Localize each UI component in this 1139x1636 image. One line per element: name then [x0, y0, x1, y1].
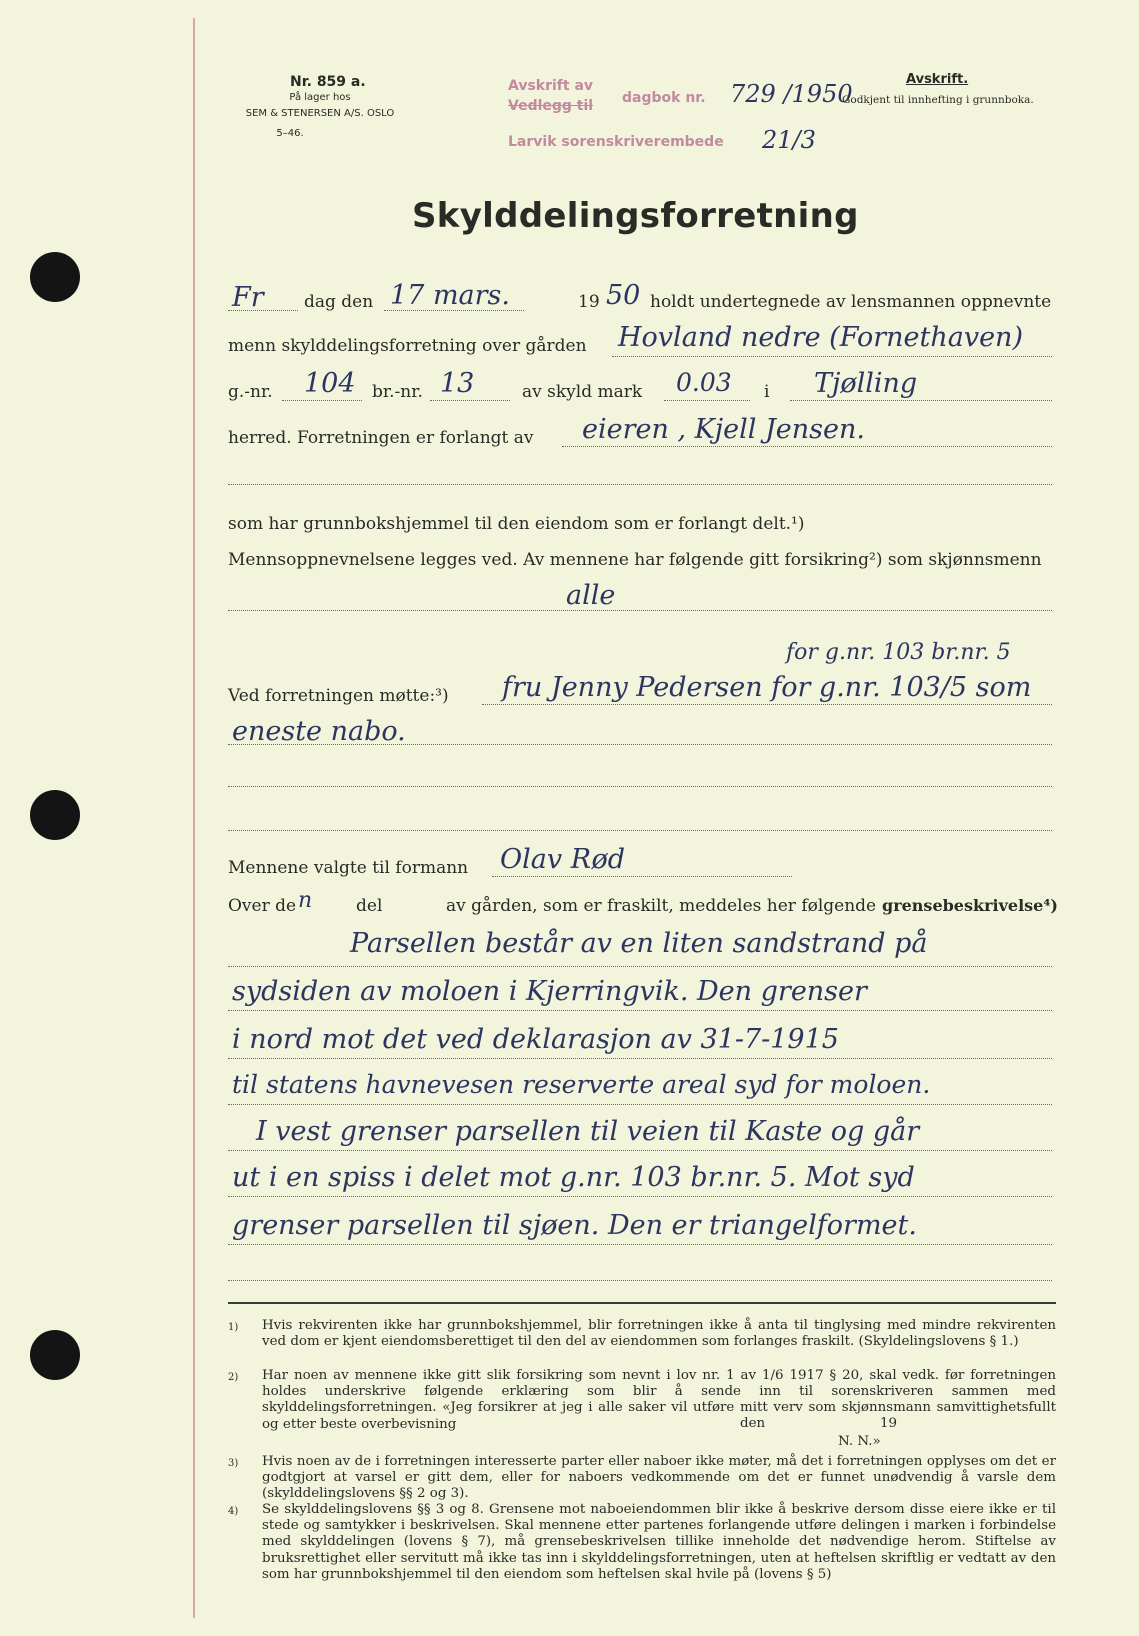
dotted-line: [562, 446, 1052, 447]
dotted-line: [228, 310, 298, 311]
dotted-line: [228, 1010, 1052, 1011]
text-grunnbokshjemmel: som har grunnbokshjemmel til den eiendom som er forlangt delt.¹): [228, 514, 805, 534]
dotted-line: [228, 1280, 1052, 1281]
hand-requester: eieren , Kjell Jensen.: [582, 414, 865, 445]
hand-description-line: i nord mot det ved deklarasjon av 31-7-1915: [232, 1024, 839, 1055]
punch-hole: [30, 1330, 80, 1380]
hand-skyld: 0.03: [676, 368, 732, 397]
punch-hole: [30, 790, 80, 840]
dotted-line: [612, 356, 1052, 357]
label-dag-den: dag den: [304, 292, 374, 312]
publisher-line3: 5–46.: [276, 128, 304, 139]
footnote-text: Har noen av mennene ikke gitt slik forsikring som nevnt i lov nr. 1 av 1/6 1917 § 20, skal vedk. før forretningen holdes underskrive følgende erklæring som blir å sende inn til sorenskriveren sammen med skylddelingsforretningen. «Jeg forsikrer at jeg i alle saker vil utføre mitt verv som skjønnsmann samvittighetsfullt og etter beste overbevisning: [262, 1368, 1056, 1432]
footnote-number: 4): [228, 1506, 239, 1517]
hand-description-line: Parsellen består av en liten sandstrand på: [350, 928, 928, 959]
avskrift-label: Avskrift.: [906, 72, 969, 87]
hand-dagbok-number: 729 /1950: [730, 80, 853, 108]
hand-stamp-date: 21/3: [762, 126, 816, 154]
footnote-divider: [228, 1302, 1056, 1304]
label-brnr: br.-nr.: [372, 382, 423, 402]
label-over-de: Over de: [228, 896, 297, 916]
hand-description-line: til statens havnevesen reserverte areal syd for moloen.: [232, 1070, 931, 1099]
label-del: del: [356, 896, 383, 916]
footnote-den: den: [740, 1416, 766, 1431]
hand-sworn-men: alle: [566, 580, 616, 611]
dotted-line: [228, 1104, 1052, 1105]
label-forlangt-av: herred. Forretningen er forlangt av: [228, 428, 534, 448]
label-mote: Ved forretningen møtte:³): [228, 686, 449, 706]
label-i: i: [764, 382, 770, 402]
hand-plural: n: [298, 888, 313, 913]
dotted-line: [228, 744, 1052, 745]
publisher-line1: På lager hos: [289, 92, 351, 103]
dotted-line: [384, 310, 524, 311]
stamp-vedlegg: Vedlegg til: [508, 98, 594, 114]
margin-line: [193, 18, 195, 1618]
hand-farm-name: Hovland nedre (Fornethaven): [618, 322, 1023, 353]
page-title: Skylddelingsforretning: [412, 196, 859, 236]
dotted-line: [228, 610, 1052, 611]
hand-year: 50: [606, 280, 641, 311]
label-skylddeling-over: menn skylddelingsforretning over gården: [228, 336, 587, 356]
dotted-line: [228, 1244, 1052, 1245]
stamp-dagbok: dagbok nr.: [622, 90, 706, 106]
footnote-signature: N. N.»: [838, 1434, 881, 1449]
hand-brnr: 13: [440, 368, 475, 399]
dotted-line: [228, 1196, 1052, 1197]
footnote-number: 2): [228, 1372, 239, 1383]
form-number: Nr. 859 a.: [290, 74, 366, 90]
dotted-line: [228, 484, 1052, 485]
dotted-line: [228, 966, 1052, 967]
hand-gnr: 104: [304, 368, 356, 399]
hand-attendees: fru Jenny Pedersen for g.nr. 103/5 som: [502, 672, 1032, 703]
text-mennsoppnevnelsene: Mennsoppnevnelsene legges ved. Av mennene har følgende gitt forsikring²) som skjønnsmenn: [228, 550, 1042, 570]
footnote-year: 19: [880, 1416, 898, 1431]
hand-municipality: Tjølling: [814, 368, 918, 399]
dotted-line: [482, 704, 1052, 705]
hand-description-line: I vest grenser parsellen til veien til Kaste og går: [256, 1116, 920, 1147]
punch-hole: [30, 252, 80, 302]
footnote-text: Hvis rekvirenten ikke har grunnbokshjemmel, blir forretningen ikke å anta til tinglysing med mindre rekvirenten ved dom er kjent eiendomsberettiget til den del av eiendommen som forlanges fraskilt. (Skyldelingslovens § 1.): [262, 1318, 1056, 1350]
hand-date: 17 mars.: [390, 280, 510, 311]
dotted-line: [228, 830, 1052, 831]
avskrift-sub: Godkjent til innhefting i grunnboka.: [842, 94, 1034, 106]
label-holdt: holdt undertegnede av lensmannen oppnevnte: [650, 292, 1052, 312]
hand-description-line: ut i en spiss i delet mot g.nr. 103 br.nr. 5. Mot syd: [232, 1162, 915, 1193]
stamp-avskrift: Avskrift av: [508, 78, 594, 94]
hand-description-line: sydsiden av moloen i Kjerringvik. Den grenser: [232, 976, 867, 1007]
footnote-number: 3): [228, 1458, 239, 1469]
label-skyld-mark: av skyld mark: [522, 382, 643, 402]
footnote-text: Se skylddelingslovens §§ 3 og 8. Grensene mot naboeiendommen blir ikke å beskrive dersom disse eiere ikke er til stede og samtykker i beskrivelsen. Skal mennene etter partenes forlangende utføre delingen i marken i forbindelse med skylddelingen (lovens § 7), må grensebeskrivelsen tillike inneholde det nødvendige herom. Stiftelse av bruksrettighet eller servitutt må ikke tas inn i skylddelingsforretningen, uten at heftelsen skriftlig er vedtatt av den som har grunnbokshjemmel til den eiendom som heftelsen skal hvile på (lovens § 5): [262, 1502, 1056, 1582]
dotted-line: [228, 1150, 1052, 1151]
hand-insertion: for g.nr. 103 br.nr. 5: [786, 640, 1011, 665]
label-gnr: g.-nr.: [228, 382, 273, 402]
dotted-line: [228, 1058, 1052, 1059]
label-formann: Mennene valgte til formann: [228, 858, 469, 878]
hand-description-line: grenser parsellen til sjøen. Den er triangelformet.: [232, 1210, 917, 1241]
publisher-line2: SEM & STENERSEN A/S. OSLO: [245, 108, 395, 119]
dotted-line: [430, 400, 510, 401]
hand-neighbor: eneste nabo.: [232, 716, 406, 747]
dotted-line: [228, 786, 1052, 787]
dotted-line: [790, 400, 1052, 401]
dotted-line: [664, 400, 750, 401]
label-grensebeskrivelse: grensebeskrivelse⁴): [882, 896, 1058, 915]
label-year-prefix: 19: [578, 292, 600, 312]
hand-chairman: Olav Rød: [500, 844, 626, 875]
hand-weekday: Fr: [232, 282, 264, 313]
label-av-garden: av gården, som er fraskilt, meddeles her følgende: [446, 896, 877, 916]
stamp-office: Larvik sorenskriverembede: [508, 134, 724, 150]
footnote-text: Hvis noen av de i forretningen interesserte parter eller naboer ikke møter, må det i forretningen opplyses om det er godtgjort at varsel er gitt dem, eller for naboers vedkommende om det er funnet unødvendig å varsle dem (skylddelingslovens §§ 2 og 3).: [262, 1454, 1056, 1502]
dotted-line: [492, 876, 792, 877]
footnote-number: 1): [228, 1322, 239, 1333]
dotted-line: [282, 400, 362, 401]
